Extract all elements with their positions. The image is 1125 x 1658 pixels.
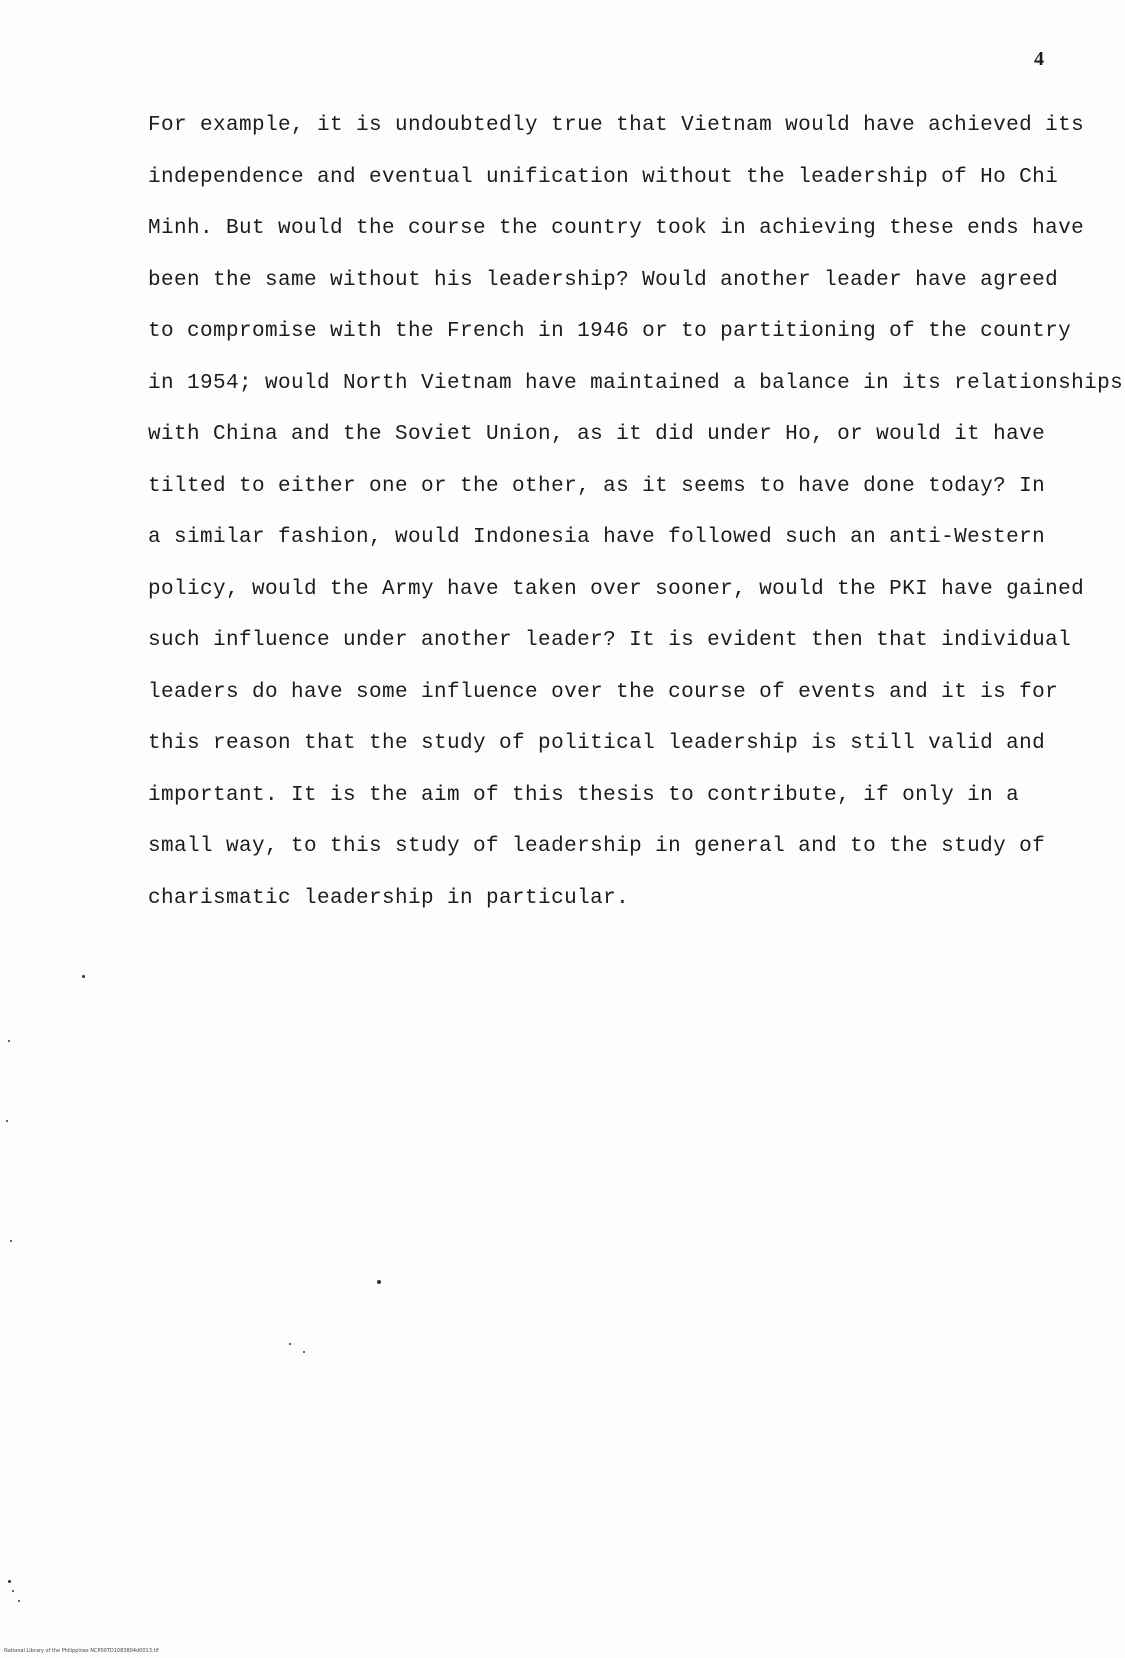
scan-speck: [377, 1280, 381, 1284]
text-line: important. It is the aim of this thesis to contribute, if only in a: [148, 783, 1020, 807]
text-line: charismatic leadership in particular.: [148, 886, 630, 910]
scan-speck: [6, 1120, 8, 1122]
text-line: a similar fashion, would Indonesia have followed such an anti-Western: [148, 526, 1046, 549]
text-line: For example, it is undoubtedly true that Vietnam would have achieved its: [148, 114, 1085, 137]
scan-speck: [82, 975, 85, 978]
text-line: independence and eventual unification without the leadership of Ho Chi: [148, 165, 1059, 189]
text-line: leaders do have some influence over the course of events and it is for: [148, 680, 1059, 704]
scan-speck: [12, 1590, 14, 1592]
text-line: been the same without his leadership? Would another leader have agreed: [148, 268, 1059, 292]
scan-speck: [10, 1240, 12, 1242]
scan-speck: [289, 1343, 291, 1345]
text-line: to compromise with the French in 1946 or to partitioning of the country: [148, 320, 1072, 343]
text-line: in 1954; would North Vietnam have maintained a balance in its relationships: [148, 371, 1124, 395]
text-line: policy, would the Army have taken over sooner, would the PKI have gained: [148, 577, 1085, 601]
text-line: tilted to either one or the other, as it seems to have done today? In: [148, 474, 1046, 498]
text-line: this reason that the study of political leadership is still valid and: [148, 732, 1046, 755]
body-paragraph: [148, 108, 1124, 932]
text-line: Minh. But would the course the country took in achieving these ends have: [148, 217, 1085, 240]
page-number: 4: [1034, 48, 1044, 70]
scan-speck: [303, 1351, 305, 1353]
scan-speck: [18, 1600, 20, 1602]
scan-speck: [8, 1040, 10, 1042]
text-line: small way, to this study of leadership in general and to the study of: [148, 835, 1046, 858]
scan-speck: [8, 1580, 11, 1583]
archive-footer: National Library of the Philippines NCP00TD1083804d0013.tif: [4, 1648, 159, 1654]
text-line: with China and the Soviet Union, as it did under Ho, or would it have: [148, 423, 1046, 446]
text-line: such influence under another leader? It is evident then that individual: [148, 629, 1072, 652]
